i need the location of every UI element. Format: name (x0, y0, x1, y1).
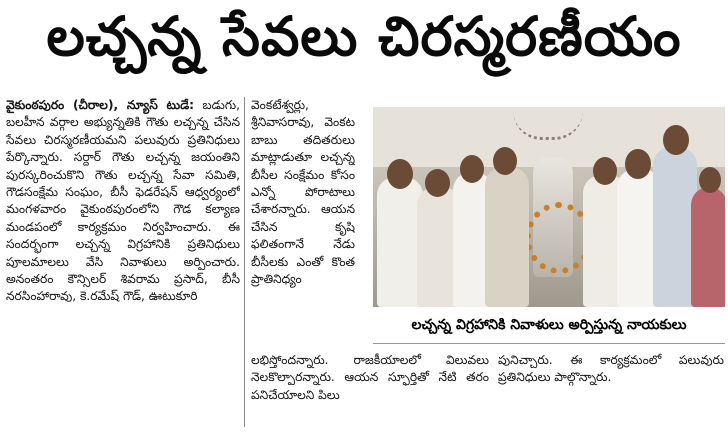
column-divider (244, 97, 245, 427)
person-head (593, 157, 617, 185)
article-text-3: పునిచ్చారు. ఈ కార్యక్రమంలో పలువురు ప్రతినిధులు పాల్గొన్నారు. (498, 353, 724, 385)
person-figure (485, 167, 529, 307)
article-text-2: వెంకటేశ్వర్లు, శ్రీనివాసరావు, వెంకట బాబు తదితరులు మాట్లాడుతూ లచ్చన్న బీసీల సంక్షేమం కోసం ఎన్నో పోరాటాలు చేశారన్నారు. ఆయన చేసిన కృషి ఫలితంగానే నేడు బీసీలకు ఎంతో కొంత ప్రాతినిధ్యం (251, 98, 355, 287)
photo-caption: లచ్చన్న విగ్రహానికి నివాళులు అర్పిస్తున్న నాయకులు (373, 309, 725, 344)
article-column-1 (6, 97, 240, 427)
person-head (663, 125, 689, 155)
person-head (387, 159, 413, 189)
article-column-2 (251, 97, 355, 347)
person-head (625, 149, 651, 179)
article-text-1: బడుగు, బలహీన వర్గాల అభ్యున్నతికి గౌతు లచ్చన్న చేసిన సేవలు చిరస్మరణీయమని పలువురు ప్రతినిధులు పేర్కొన్నారు. సర్దార్ గౌతు లచ్చన్న జయంతిని పురస్కరించుకొని గౌతు లచ్చన్న సేవా సమితి, గౌడసంక్షేమ సంఘం, బీసీ ఫెడరేషన్ ఆధ్వర్యంలో మంగళవారం వైకుంఠపురంలోని గౌడ కల్యాణ మండపంలో కార్యక్రమం నిర్వహించారు. ఈ సందర్భంగా లచ్చన్న విగ్రహానికి ప్రతినిధులు పూలమాలలు వేసి నివాళులు అర్పించారు. అనంతరం కౌన్సిలర్ శివరామ ప్రసాద్, బీసీ నరసింహారావు, కె.రమేష్ గౌడ్, ఊటుకూరి (6, 98, 240, 304)
person-head (460, 155, 484, 183)
person-head (699, 167, 721, 193)
person-head (493, 147, 517, 175)
article-column-2-continued (251, 352, 489, 430)
dateline: వైకుంఠపురం (చీరాల), న్యూస్ టుడే: (6, 98, 195, 112)
headline: లచ్చన్న సేవలు చిరస్మరణీయం (46, 4, 682, 68)
person-head (425, 169, 450, 197)
news-photo (373, 107, 725, 307)
person-figure (691, 187, 725, 307)
article-column-3 (498, 352, 724, 412)
article-text-2b: లభిస్తోందన్నారు. రాజకీయాలలో విలువలు నెలకొల్పారన్నారు. ఆయన స్ఫూర్తితో నేటి తరం పనిచేయాలని పిలు (251, 353, 489, 402)
